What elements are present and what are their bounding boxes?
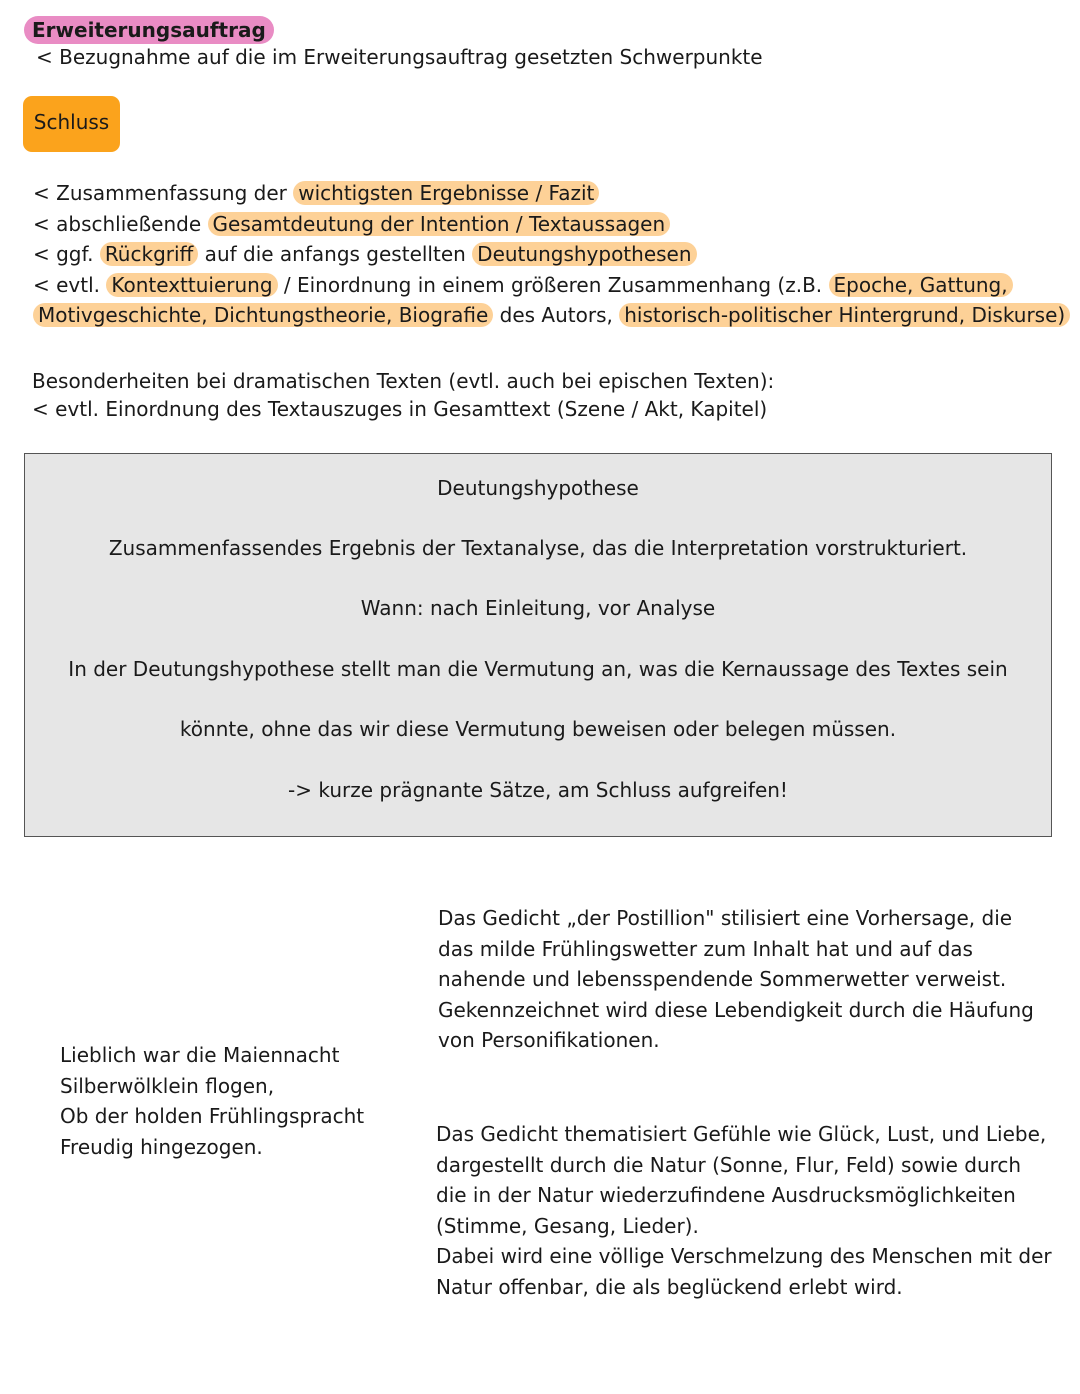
bullet-text: < ggf.	[33, 242, 100, 266]
poem-line: Lieblich war die Maiennacht	[60, 1043, 340, 1067]
example-line: dargestellt durch die Natur (Sonne, Flur, Feld) sowie durch	[436, 1152, 1022, 1177]
bullet-text: < abschließende	[33, 211, 208, 236]
example-hypothesis-1	[438, 903, 1034, 1056]
schluss-bullet-list	[33, 178, 1070, 331]
example-hypothesis-2	[436, 1119, 1052, 1302]
schluss-bullet-4	[33, 270, 1070, 301]
example-line: von Personifikationen.	[438, 1028, 660, 1052]
besonderheiten-title: Besonderheiten bei dramatischen Texten (evtl. auch bei epischen Texten):	[32, 369, 775, 393]
bullet-text: < evtl.	[33, 272, 107, 297]
box-tip: -> kurze prägnante Sätze, am Schluss aufgreifen!	[288, 778, 788, 802]
example-line: Dabei wird eine völlige Verschmelzung des Menschen mit der	[436, 1244, 1052, 1268]
bullet-text: < Zusammenfassung der	[33, 181, 294, 205]
erweiterung-bullet: < Bezugnahme auf die im Erweiterungsauftrag gesetzten Schwerpunkte	[36, 45, 763, 69]
schluss-bullet-1	[33, 178, 1070, 209]
example-line: Das Gedicht „der Postillion" stilisiert eine Vorhersage, die	[438, 906, 1013, 930]
deutungshypothese-box	[24, 453, 1052, 837]
bullet-text: des Autors,	[493, 303, 620, 327]
example-line: Natur offenbar, die als beglückend erlebt wird.	[436, 1274, 903, 1299]
besonderheiten-block	[32, 367, 774, 423]
example-line: nahende und lebensspendende Sommerwetter verweist.	[438, 967, 1007, 991]
example-line: Gekennzeichnet wird diese Lebendigkeit durch die Häufung	[438, 997, 1034, 1022]
box-explanation-2: könnte, ohne das wir diese Vermutung beweisen oder belegen müssen.	[179, 717, 897, 741]
poem-line: Ob der holden Frühlingspracht	[60, 1104, 365, 1128]
schluss-bullet-4-cont	[33, 300, 1070, 331]
schluss-bullet-3	[33, 239, 1070, 270]
highlight: Motivgeschichte, Dichtungstheorie, Biografie	[33, 303, 493, 327]
poem-excerpt	[60, 1040, 364, 1162]
highlight: Deutungshypothesen	[472, 242, 696, 266]
schluss-bullet-2	[33, 209, 1070, 240]
highlight: Epoche, Gattung,	[829, 273, 1013, 297]
bullet-text: / Einordnung in einem größeren Zusammenhang (z.B.	[277, 272, 829, 297]
box-heading: Deutungshypothese	[437, 476, 639, 500]
box-explanation-1: In der Deutungshypothese stellt man die Vermutung an, was die Kernaussage des Textes sein	[68, 657, 1008, 681]
highlight: Kontexttuierung	[106, 273, 277, 297]
example-line: die in der Natur wiederzufindene Ausdrucksmöglichkeiten	[436, 1183, 1016, 1207]
example-line: das milde Frühlingswetter zum Inhalt hat und auf das	[438, 936, 973, 961]
box-definition: Zusammenfassendes Ergebnis der Textanalyse, das die Interpretation vorstrukturiert.	[108, 536, 968, 560]
section-tag-schluss: Schluss	[23, 96, 120, 152]
section-tag-erweiterungsauftrag: Erweiterungsauftrag	[24, 16, 274, 44]
box-when: Wann: nach Einleitung, vor Analyse	[360, 596, 716, 620]
example-line: (Stimme, Gesang, Lieder).	[436, 1213, 699, 1238]
besonderheiten-bullet: < evtl. Einordnung des Textauszuges in Gesamttext (Szene / Akt, Kapitel)	[32, 397, 768, 421]
poem-line: Silberwölklein flogen,	[60, 1073, 275, 1098]
highlight: historisch-politischer Hintergrund, Diskurse)	[619, 303, 1070, 327]
highlight: Gesamtdeutung der Intention / Textaussagen	[208, 212, 671, 236]
example-line: Das Gedicht thematisiert Gefühle wie Glück, Lust, und Liebe,	[436, 1122, 1047, 1146]
highlight: Rückgriff	[100, 242, 199, 266]
poem-line: Freudig hingezogen.	[60, 1134, 263, 1159]
bullet-text: auf die anfangs gestellten	[198, 242, 473, 266]
highlight: wichtigsten Ergebnisse / Fazit	[293, 181, 599, 205]
